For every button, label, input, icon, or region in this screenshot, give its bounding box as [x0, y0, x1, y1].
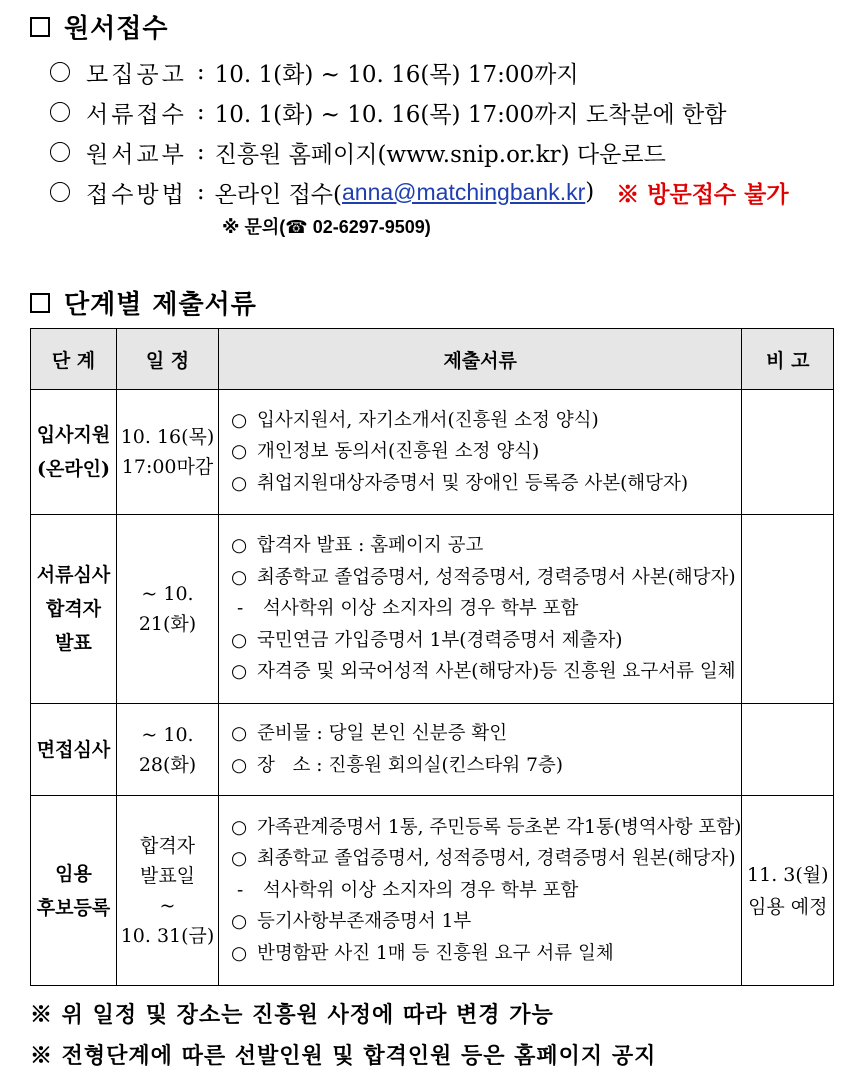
- table-row: [31, 390, 834, 515]
- stage-line: 발표: [55, 632, 92, 654]
- document-text: 가족관계증명서 1통, 주민등록 등초본 각1통(병역사항 포함): [257, 816, 742, 838]
- circle-bullet-icon: [50, 62, 70, 82]
- colon: :: [196, 99, 205, 125]
- bullet-icon: ○: [231, 535, 248, 557]
- document-item: [231, 405, 741, 437]
- section-title-text: 단계별 제출서류: [64, 290, 257, 320]
- document-item: [231, 906, 741, 938]
- schedule-line: 발표일: [139, 864, 196, 887]
- footnote-schedule-change: ※ 위 일정 및 장소는 진흥원 사정에 따라 변경 가능: [30, 1002, 554, 1028]
- stage-line: 후보등록: [36, 896, 111, 919]
- document-text: 최종학교 졸업증명서, 성적증명서, 경력증명서 사본(해당자): [257, 566, 736, 588]
- info-label: 접수방법: [86, 181, 187, 208]
- documents-cell: [219, 704, 742, 796]
- section-title-text: 원서접수: [64, 14, 169, 44]
- documents-table: [30, 328, 834, 986]
- document-item: [231, 812, 741, 844]
- document-item: [231, 593, 741, 625]
- document-text: 개인정보 동의서(진흥원 소정 양식): [257, 441, 540, 463]
- info-value-suffix: ): [585, 179, 595, 205]
- schedule-cell: [117, 796, 219, 986]
- bullet-icon: ○: [231, 816, 248, 838]
- schedule-cell: [117, 515, 219, 704]
- stage-cell: [31, 390, 117, 515]
- document-text: 취업지원대상자증명서 및 장애인 등록증 사본(해당자): [257, 472, 689, 494]
- document-item: [231, 625, 741, 657]
- colon: :: [196, 139, 205, 165]
- note-line: 임용 예정: [748, 895, 828, 918]
- section-title-documents: [30, 284, 257, 321]
- schedule-cell: [117, 704, 219, 796]
- document-text: 입사지원서, 자기소개서(진흥원 소정 양식): [257, 409, 599, 431]
- document-item: [231, 843, 741, 875]
- stage-line: 임용: [55, 862, 92, 885]
- document-item: [231, 875, 741, 907]
- table-header-row: [31, 329, 834, 390]
- document-text: 반명함판 사진 1매 등 진흥원 요구 서류 일체: [257, 942, 614, 964]
- document-text: 최종학교 졸업증명서, 성적증명서, 경력증명서 원본(해당자): [257, 848, 736, 870]
- info-item-form-distribution: [50, 132, 789, 172]
- table-row: [31, 796, 834, 986]
- schedule-line: ~ 10. 28(화): [138, 723, 197, 776]
- footnote-homepage-notice: ※ 전형단계에 따른 선발인원 및 합격인원 등은 홈페이지 공지: [30, 1043, 657, 1069]
- documents-cell: [219, 796, 742, 986]
- document-item: [231, 562, 741, 594]
- stage-cell: [31, 515, 117, 704]
- schedule-line: 10. 16(목): [120, 426, 215, 448]
- documents-cell: [219, 390, 742, 515]
- schedule-line: 17:00마감: [121, 456, 214, 478]
- email-link[interactable]: anna@matchingbank.kr: [342, 178, 586, 205]
- circle-bullet-icon: [50, 142, 70, 162]
- footnotes: [30, 995, 656, 1077]
- info-value: 진흥원 홈페이지(www.snip.or.kr) 다운로드: [214, 141, 666, 168]
- document-item: [231, 530, 741, 562]
- document-item: [231, 436, 741, 468]
- document-text: 등기사항부존재증명서 1부: [257, 911, 472, 933]
- info-label: 원서교부: [86, 141, 187, 168]
- note-line: 11. 3(월): [747, 863, 829, 886]
- stage-cell: [31, 796, 117, 986]
- document-text: 석사학위 이상 소지자의 경우 학부 포함: [263, 598, 579, 620]
- document-item: [231, 938, 741, 970]
- checkbox-square-icon: [30, 17, 50, 37]
- note-cell: [742, 390, 834, 515]
- header-note: 비 고: [742, 329, 834, 390]
- table-row: [31, 515, 834, 704]
- bullet-icon: ○: [231, 661, 248, 683]
- bullet-icon: ○: [231, 472, 248, 494]
- stage-line: 서류심사: [36, 564, 111, 586]
- bullet-icon: ○: [231, 441, 248, 463]
- schedule-cell: [117, 390, 219, 515]
- document-text: 자격증 및 외국어성적 사본(해당자)등 진흥원 요구서류 일체: [257, 661, 736, 683]
- info-label: 서류접수: [86, 101, 187, 128]
- stage-cell: [31, 704, 117, 796]
- colon: :: [196, 179, 205, 205]
- document-text: 장 소 : 진흥원 회의실(킨스타워 7층): [257, 754, 563, 776]
- bullet-icon: ○: [231, 848, 248, 870]
- stage-line: 면접심사: [36, 738, 111, 761]
- note-cell: [742, 704, 834, 796]
- table-row: [31, 704, 834, 796]
- info-label: 모집공고: [86, 61, 187, 88]
- bullet-icon: ○: [231, 723, 248, 744]
- document-text: 석사학위 이상 소지자의 경우 학부 포함: [263, 879, 579, 901]
- bullet-icon: ○: [231, 566, 248, 588]
- circle-bullet-icon: [50, 102, 70, 122]
- info-value-prefix: 온라인 접수(: [214, 181, 342, 208]
- note-cell: [742, 515, 834, 704]
- document-item: [231, 656, 741, 688]
- schedule-line: 합격자: [139, 834, 196, 857]
- bullet-icon: ○: [231, 942, 248, 964]
- stage-line: (온라인): [36, 458, 111, 480]
- note-cell: [742, 796, 834, 986]
- dash-icon: -: [237, 598, 244, 620]
- bullet-icon: ○: [231, 754, 248, 776]
- document-item: [231, 718, 741, 750]
- document-item: [231, 468, 741, 500]
- info-item-document-receipt: [50, 92, 789, 132]
- inquiry-phone: ※ 문의(☎ 02-6297-9509): [222, 217, 431, 237]
- info-value: 10. 1(화) ~ 10. 16(목) 17:00까지: [214, 61, 579, 88]
- colon: :: [196, 59, 205, 85]
- no-visit-warning: ※ 방문접수 불가: [616, 180, 789, 208]
- application-info-list: [50, 52, 789, 212]
- document-text: 국민연금 가입증명서 1부(경력증명서 제출자): [257, 629, 623, 651]
- documents-cell: [219, 515, 742, 704]
- dash-icon: -: [237, 879, 244, 901]
- bullet-icon: ○: [231, 911, 248, 933]
- document-text: 합격자 발표 : 홈페이지 공고: [257, 535, 484, 557]
- section-title-application: [30, 8, 168, 45]
- bullet-icon: ○: [231, 409, 248, 431]
- header-stage: 단 계: [31, 329, 117, 390]
- document-text: 준비물 : 당일 본인 신분증 확인: [257, 723, 508, 744]
- circle-bullet-icon: [50, 182, 70, 202]
- document-item: [231, 750, 741, 782]
- schedule-line: ~: [159, 894, 176, 917]
- schedule-line: ~ 10. 21(화): [138, 583, 197, 635]
- info-value: 10. 1(화) ~ 10. 16(목) 17:00까지 도착분에 한함: [214, 101, 727, 128]
- bullet-icon: ○: [231, 629, 248, 651]
- schedule-line: 10. 31(금): [120, 924, 215, 947]
- header-schedule: 일 정: [117, 329, 219, 390]
- stage-line: 합격자: [45, 598, 102, 620]
- header-documents: 제출서류: [219, 329, 742, 390]
- stage-line: 입사지원: [36, 424, 111, 446]
- info-item-announcement: [50, 52, 789, 92]
- info-item-submission-method: [50, 172, 789, 212]
- checkbox-square-icon: [30, 293, 50, 313]
